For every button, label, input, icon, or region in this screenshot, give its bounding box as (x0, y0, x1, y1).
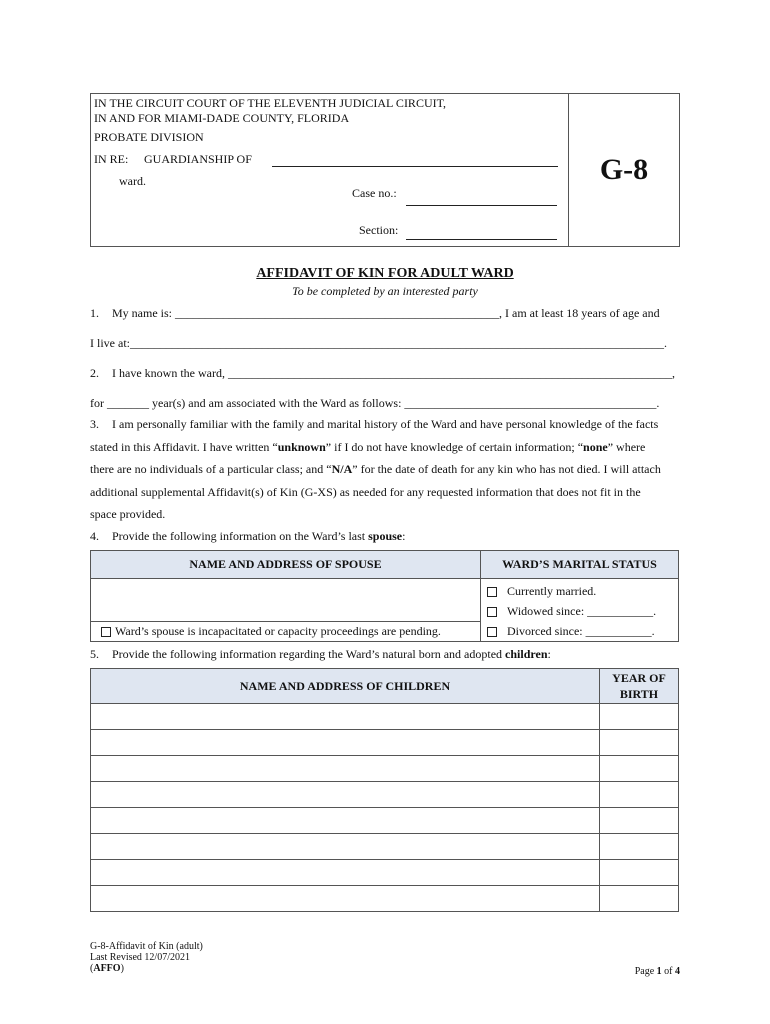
year-of-birth-line-2: BIRTH (619, 687, 659, 701)
status-option-label: Divorced since: ___________. (507, 624, 655, 638)
marital-status-header: WARD’S MARITAL STATUS (481, 551, 679, 579)
court-line-1: IN THE CIRCUIT COURT OF THE ELEVENTH JUDICIAL CIRCUIT, (94, 96, 447, 110)
para-3-none: none (583, 440, 608, 454)
para-5 (90, 647, 680, 662)
document-title: AFFIDAVIT OF KIN FOR ADULT WARD (256, 266, 514, 281)
child-name-cell[interactable] (91, 782, 600, 808)
footer-revision: Last Revised 12/07/2021 (90, 952, 190, 963)
para-3-l2a: stated in this Affidavit. I have written “ (90, 440, 278, 454)
children-table (90, 668, 679, 912)
para-3-l2e: ” where (607, 440, 646, 454)
children-name-header: NAME AND ADDRESS OF CHILDREN (91, 669, 600, 704)
page-of: of (661, 966, 675, 977)
para-3-unknown: unknown (277, 440, 326, 454)
section-field[interactable] (406, 239, 557, 240)
para-3-l3a: there are no individuals of a particular class; and “ (90, 462, 332, 476)
status-option-widowed[interactable] (487, 601, 678, 621)
para-2-line-2[interactable]: for _______ year(s) and am associated with the Ward as follows: __________________________________________. (90, 396, 660, 410)
caption-left (91, 94, 569, 246)
child-name-cell[interactable] (91, 756, 600, 782)
para-1-line-2[interactable]: I live at:_________________________________________________________________________________________. (90, 336, 667, 350)
para-1-number: 1. (90, 306, 99, 320)
para-5-children: children (505, 647, 548, 661)
document-subtitle: To be completed by an interested party (292, 284, 478, 298)
caption-box (90, 93, 680, 247)
para-1-text-a[interactable]: My name is: ______________________________________________________, I am at least 18 years of age and (112, 306, 660, 320)
child-year-cell[interactable] (600, 756, 679, 782)
page-total: 4 (675, 966, 680, 977)
child-year-cell[interactable] (600, 782, 679, 808)
para-2-line-1 (90, 366, 680, 381)
status-option-label: Currently married. (507, 584, 597, 598)
footer-paren-close: ) (120, 963, 124, 974)
section-label: Section: (359, 223, 399, 237)
para-4-number: 4. (90, 529, 99, 543)
case-no-field[interactable] (406, 205, 557, 206)
para-5-text: Provide the following information regarding the Ward’s natural born and adopted (112, 647, 506, 661)
child-name-cell[interactable] (91, 886, 600, 912)
para-3-text-1: I am personally familiar with the family and marital history of the Ward and have personal knowledge of the facts (112, 417, 659, 431)
ward-label: ward. (119, 174, 146, 188)
para-3-line-2 (90, 440, 680, 455)
para-4-spouse: spouse (368, 529, 403, 543)
footer-form-name: G-8-Affidavit of Kin (adult) (90, 941, 203, 952)
para-2-number: 2. (90, 366, 99, 380)
footer-affo: AFFO (93, 963, 121, 974)
child-year-cell[interactable] (600, 860, 679, 886)
para-4-end: : (402, 529, 406, 543)
child-year-cell[interactable] (600, 886, 679, 912)
para-3-l2c: ” if I do not have knowledge of certain information; “ (325, 440, 584, 454)
para-3-line-5: space provided. (90, 507, 166, 521)
para-3-number: 3. (90, 417, 99, 431)
child-name-cell[interactable] (91, 704, 600, 730)
child-name-cell[interactable] (91, 834, 600, 860)
ward-name-field[interactable] (272, 166, 558, 167)
spouse-incapacitated-label: Ward’s spouse is incapacitated or capacity proceedings are pending. (115, 623, 441, 638)
para-3-line-4: additional supplemental Affidavit(s) of Kin (G-XS) as needed for any requested information that does not fit in the (90, 485, 641, 499)
page-number (600, 966, 680, 977)
spouse-name-header: NAME AND ADDRESS OF SPOUSE (91, 551, 481, 579)
year-of-birth-header (600, 669, 679, 704)
para-4 (90, 529, 680, 544)
para-5-number: 5. (90, 647, 99, 661)
para-4-text: Provide the following information on the Ward’s last (112, 529, 369, 543)
para-3-line-3 (90, 462, 680, 477)
child-year-cell[interactable] (600, 704, 679, 730)
status-option-label: Widowed since: ___________. (507, 604, 657, 618)
para-3-l3c: ” for the date of death for any kin who has not died. I will attach (352, 462, 661, 476)
footer (90, 941, 203, 974)
case-no-label: Case no.: (352, 186, 397, 200)
child-year-cell[interactable] (600, 730, 679, 756)
child-name-cell[interactable] (91, 808, 600, 834)
spouse-table (90, 550, 679, 642)
para-2-text-a[interactable]: I have known the ward, __________________________________________________________________________, (112, 366, 675, 380)
status-option-married[interactable] (487, 581, 678, 601)
para-1-line-1 (90, 306, 680, 321)
status-option-divorced[interactable] (487, 621, 678, 641)
marital-status-cell (481, 579, 679, 642)
child-year-cell[interactable] (600, 834, 679, 860)
checkbox-icon[interactable] (101, 627, 111, 637)
child-name-cell[interactable] (91, 860, 600, 886)
court-line-2: IN AND FOR MIAMI-DADE COUNTY, FLORIDA (94, 111, 350, 125)
para-5-end: : (547, 647, 551, 661)
guardianship-label: GUARDIANSHIP OF (144, 152, 252, 166)
para-3-line-1 (90, 417, 680, 432)
spouse-name-cell[interactable] (91, 579, 481, 622)
year-of-birth-line-1: YEAR OF (612, 671, 666, 685)
child-name-cell[interactable] (91, 730, 600, 756)
page-label: Page (634, 966, 657, 977)
division-label: PROBATE DIVISION (94, 130, 204, 144)
footer-code (90, 963, 203, 974)
spouse-incapacitated-row[interactable] (91, 621, 481, 641)
checkbox-icon[interactable] (487, 607, 497, 617)
child-year-cell[interactable] (600, 808, 679, 834)
in-re-label: IN RE: (94, 152, 129, 166)
footer-paren-open: ( (90, 963, 94, 974)
form-code: G-8 (599, 153, 649, 186)
page-current: 1 (656, 966, 662, 977)
checkbox-icon[interactable] (487, 627, 497, 637)
para-3-na: N/A (331, 462, 353, 476)
checkbox-icon[interactable] (487, 587, 497, 597)
